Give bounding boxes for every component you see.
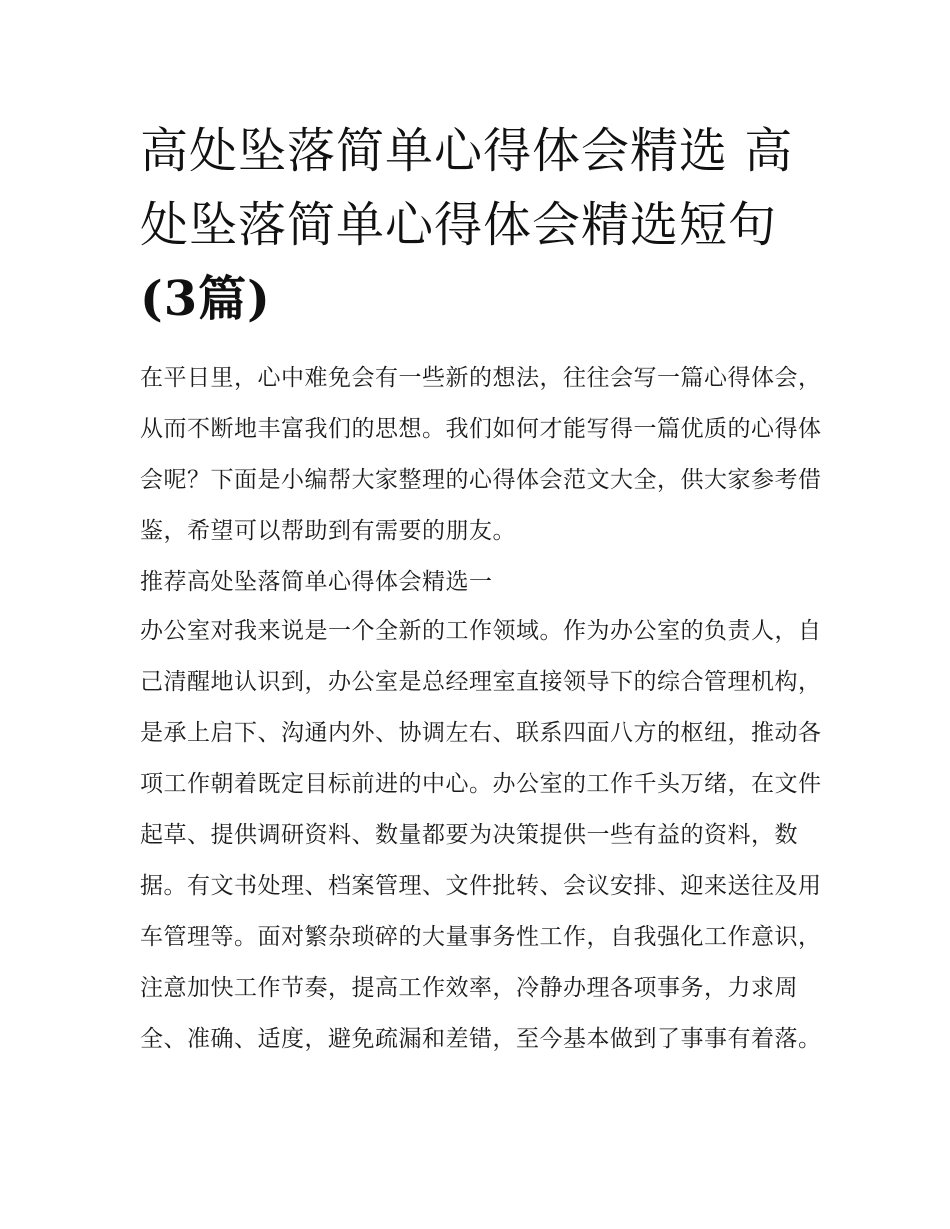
body-paragraph: 办公室对我来说是一个全新的工作领域。作为办公室的负责人，自己清醒地认识到，办公室是总经理室直接领导下的综合管理机构，是承上启下、沟通内外、协调左右、联系四面八方的枢纽，推动各项工作朝着既定目标前进的中心。办公室的工作千头万绪，在文件起草、提供调研资料、数量都要为决策提供一些有益的资料，数据。有文书处理、档案管理、文件批转、会议安排、迎来送往及用车管理等。面对繁杂琐碎的大量事务性工作，自我强化工作意识，注意加快工作节奏，提高工作效率，冷静办理各项事务，力求周全、准确、适度，避免疏漏和差错，至今基本做到了事事有着落。 xyxy=(140,618,822,1052)
document-title xyxy=(140,114,830,336)
title-count: (3篇) xyxy=(140,271,271,327)
section-heading: 推荐高处坠落简单心得体会精选一 xyxy=(140,569,493,595)
intro-paragraph: 在平日里，心中难免会有一些新的想法，往往会写一篇心得体会，从而不断地丰富我们的思想。我们如何才能写得一篇优质的心得体会呢？下面是小编帮大家整理的心得体会范文大全，供大家参考借鉴，希望可以帮助到有需要的朋友。 xyxy=(140,365,822,544)
title-main-text: 高处坠落简单心得体会精选 高处坠落简单心得体会精选短句 xyxy=(140,123,794,253)
